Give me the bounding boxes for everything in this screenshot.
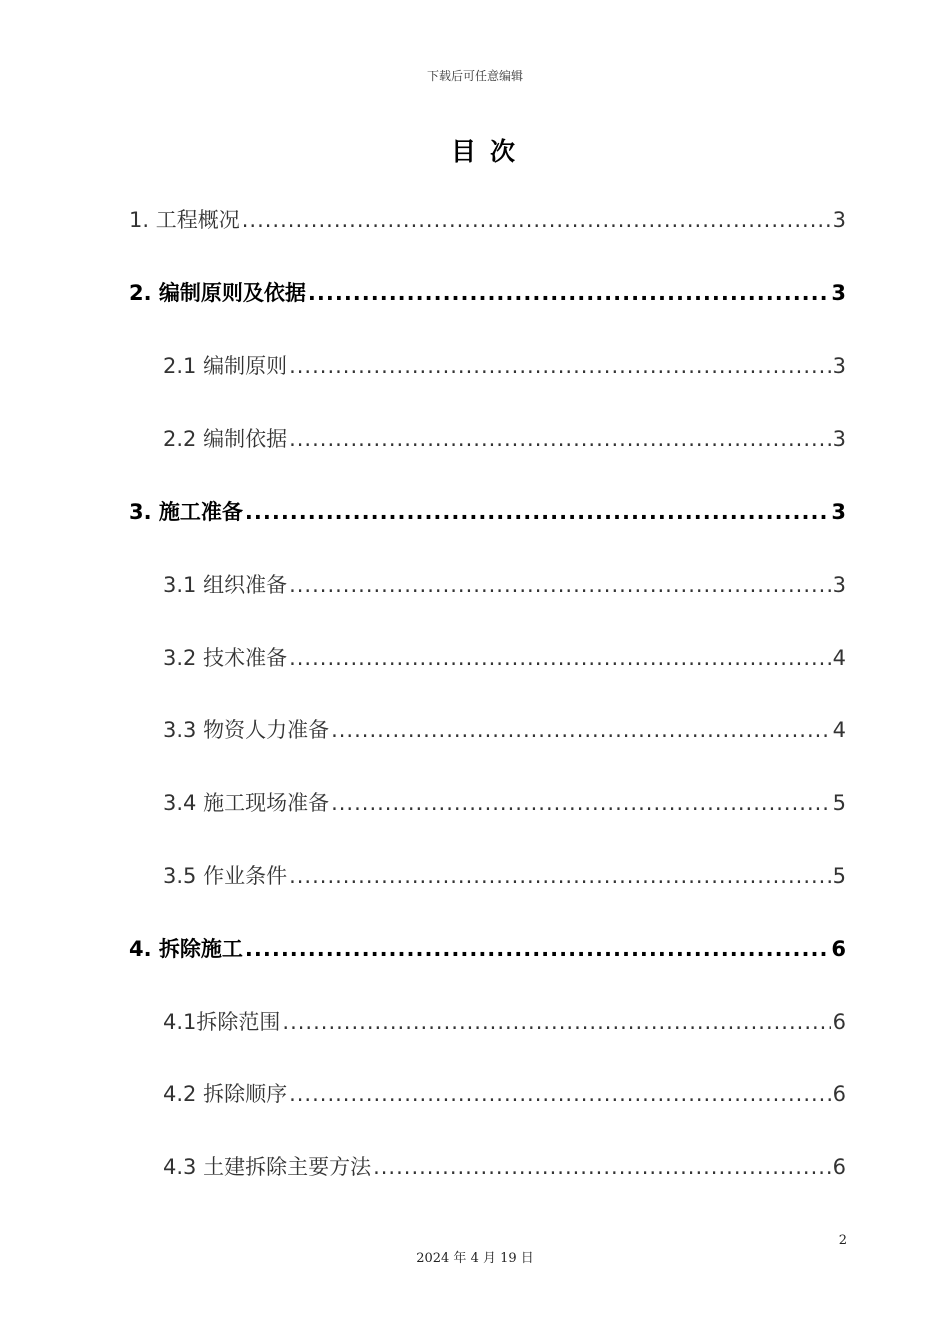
toc-entry-page: 6 <box>831 937 846 961</box>
toc-entry[interactable] <box>129 200 846 240</box>
toc-dot-leader <box>245 492 829 532</box>
toc-entry[interactable] <box>163 710 846 750</box>
toc-entry[interactable] <box>163 565 846 605</box>
toc-title: 目次 <box>450 137 529 166</box>
toc-dot-leader <box>373 1147 831 1187</box>
toc-entry-page: 3 <box>832 354 846 378</box>
toc-entry-page: 3 <box>832 427 846 451</box>
toc-dot-leader <box>245 929 829 969</box>
toc-entry-label: 2.2 编制依据 <box>163 427 288 451</box>
toc-dot-leader <box>308 273 829 313</box>
toc-entry-label: 3. 施工准备 <box>129 500 243 524</box>
toc-entry[interactable] <box>163 638 846 678</box>
toc-entry-page: 6 <box>832 1155 846 1179</box>
toc-entry[interactable] <box>163 783 846 823</box>
toc-dot-leader <box>242 200 831 240</box>
toc-entry-page: 3 <box>832 573 846 597</box>
toc-entry-label: 2.1 编制原则 <box>163 354 288 378</box>
toc-dot-leader <box>282 1002 830 1042</box>
toc-dot-leader <box>331 783 831 823</box>
toc-dot-leader <box>289 565 831 605</box>
toc-entry-label: 3.3 物资人力准备 <box>163 718 330 742</box>
toc-entry-label: 4.1拆除范围 <box>163 1010 281 1034</box>
toc-entry[interactable] <box>129 492 846 532</box>
toc-entry-label: 4.3 土建拆除主要方法 <box>163 1155 372 1179</box>
toc-entry[interactable] <box>129 929 846 969</box>
toc-entry[interactable] <box>129 273 846 313</box>
toc-entry-page: 5 <box>832 791 846 815</box>
toc-entry-page: 6 <box>832 1010 846 1034</box>
toc-entry-label: 3.1 组织准备 <box>163 573 288 597</box>
toc-entry-label: 3.5 作业条件 <box>163 864 288 888</box>
toc-entry[interactable] <box>163 856 846 896</box>
toc-dot-leader <box>289 1074 831 1114</box>
toc-dot-leader <box>289 856 831 896</box>
toc-entry-page: 3 <box>832 208 846 232</box>
toc-entry-page: 4 <box>832 646 846 670</box>
toc-entry-label: 1. 工程概况 <box>129 208 240 232</box>
toc-entry-page: 6 <box>832 1082 846 1106</box>
toc-entry[interactable] <box>163 346 846 386</box>
toc-entry[interactable] <box>163 419 846 459</box>
toc-entry-label: 4. 拆除施工 <box>129 937 243 961</box>
toc-entry[interactable] <box>163 1074 846 1114</box>
toc-entry-page: 3 <box>831 500 846 524</box>
toc-dot-leader <box>289 346 831 386</box>
toc-entry-label: 2. 编制原则及依据 <box>129 281 306 305</box>
toc-entry-page: 5 <box>832 864 846 888</box>
toc-entry-label: 3.2 技术准备 <box>163 646 288 670</box>
footer-date: 2024 年 4 月 19 日 <box>416 1251 534 1266</box>
toc-entry[interactable] <box>163 1147 846 1187</box>
toc-entry-label: 4.2 拆除顺序 <box>163 1082 288 1106</box>
header-note: 下载后可任意编辑 <box>426 69 523 83</box>
toc-dot-leader <box>289 419 831 459</box>
toc-dot-leader <box>289 638 831 678</box>
page-number: 2 <box>838 1233 847 1248</box>
toc-entry[interactable] <box>163 1002 846 1042</box>
toc-entry-page: 4 <box>832 718 846 742</box>
toc-dot-leader <box>331 710 831 750</box>
toc-entry-label: 3.4 施工现场准备 <box>163 791 330 815</box>
toc-entry-page: 3 <box>831 281 846 305</box>
